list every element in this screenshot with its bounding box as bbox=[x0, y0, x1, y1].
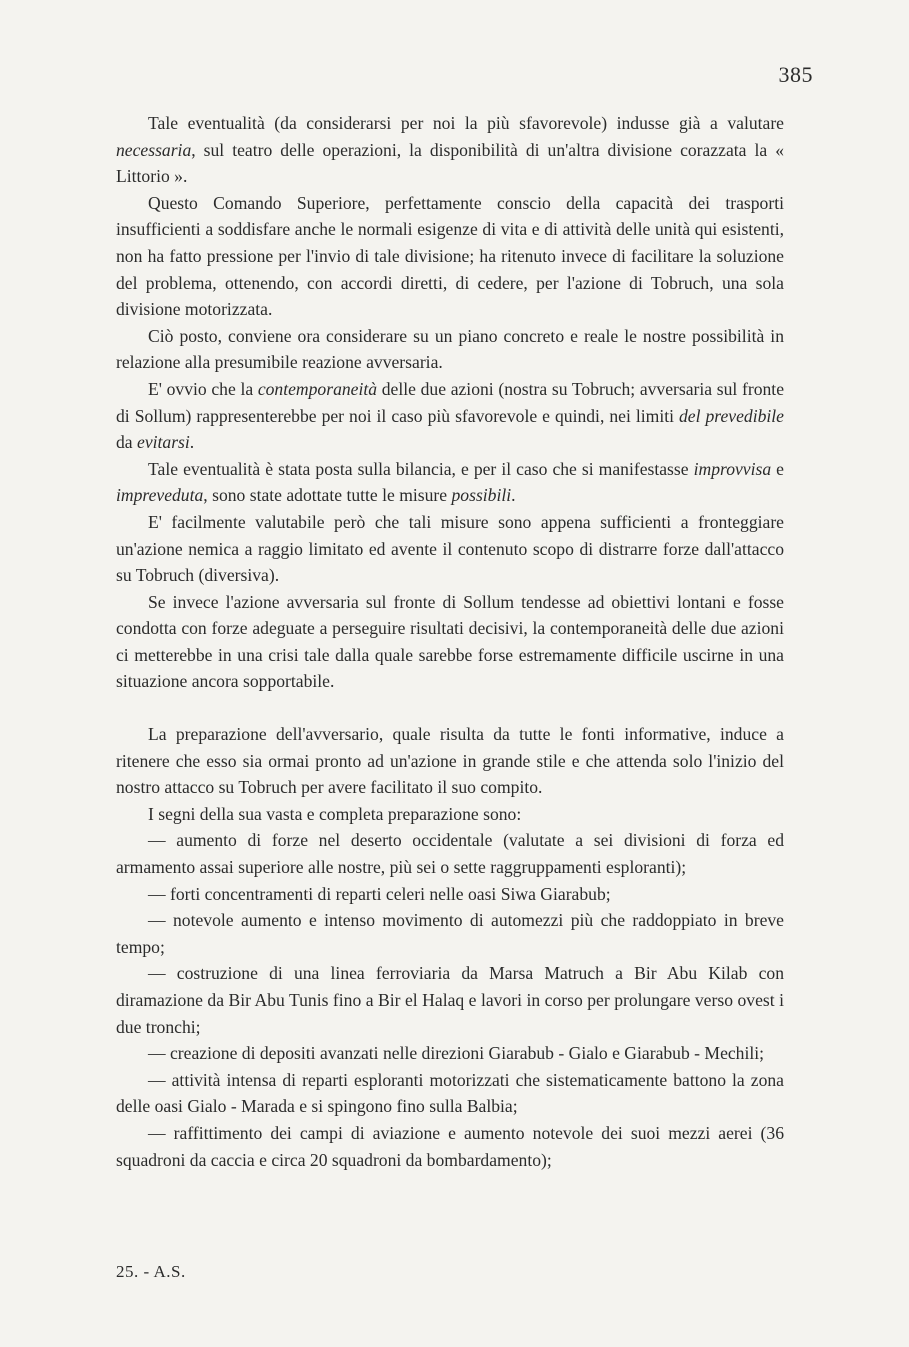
paragraph bbox=[116, 1120, 784, 1173]
text-run: — forti concentramenti di reparti celeri nelle oasi Siwa Giarabub; bbox=[148, 883, 611, 904]
text-run: — notevole aumento e intenso movimento di automezzi più che raddoppiato in breve tempo; bbox=[116, 910, 784, 957]
text-run: E' facilmente valutabile però che tali misure sono appena sufficienti a fronteggiare un'azione nemica a raggio limitato ed avente il contenuto scopo di distrarre forze dall'attacco su Tobruch (diversiva). bbox=[116, 511, 784, 586]
text-run: , sono state adottate tutte le misure bbox=[203, 485, 452, 506]
paragraph bbox=[116, 376, 784, 456]
paragraph bbox=[116, 456, 784, 509]
signature-mark: 25. - A.S. bbox=[116, 1262, 186, 1281]
paragraph bbox=[116, 721, 784, 801]
text-run: . bbox=[511, 485, 516, 506]
text-run: delle due azioni (nostra su Tobruch; avversaria sul fronte di Sollum) rappresenterebbe per noi il caso più sfavorevole e quindi, nei limiti bbox=[116, 378, 785, 426]
italic-text: improvvisa bbox=[693, 458, 772, 479]
paragraph bbox=[116, 509, 784, 589]
italic-text: possibili bbox=[451, 485, 512, 506]
page-number: 385 bbox=[778, 62, 813, 87]
text-run: E' ovvio che la bbox=[148, 378, 258, 399]
text-run: Ciò posto, conviene ora considerare su un piano concreto e reale le nostre possibilità in relazione alla presumibile reazione avversaria. bbox=[116, 325, 784, 373]
text-run: Questo Comando Superiore, perfettamente conscio della capacità dei trasporti insufficienti a soddisfare anche le normali esigenze di vita e di attività delle unità qui esistenti, non ha fatto pressione per l'invio di tale divisione; ha ritenuto invece di facilitare la soluzione del problema, ottenendo, con accordi diretti, di cedere, per l'azione di Tobruch, una sola divisione motorizzata. bbox=[116, 192, 784, 320]
text-run: da bbox=[116, 432, 138, 453]
italic-text: contemporaneità bbox=[257, 378, 378, 399]
italic-text: necessaria bbox=[116, 139, 192, 160]
text-run: Se invece l'azione avversaria sul fronte di Sollum tendesse ad obiettivi lontani e fosse condotta con forze adeguate a perseguire risultati decisivi, la contemporaneità delle due azioni ci metterebbe in una crisi tale dalla quale sarebbe forse estremamente difficile uscirne in una situazione ancora sopportabile. bbox=[116, 591, 784, 692]
paragraph bbox=[116, 323, 784, 376]
text-run: — aumento di forze nel deserto occidentale (valutate a sei divisioni di forza ed armamento assai superiore alle nostre, più sei o sette raggruppamenti esploranti); bbox=[116, 830, 784, 878]
text-run: — creazione di depositi avanzati nelle direzioni Giarabub - Gialo e Giarabub - Mechili; bbox=[148, 1043, 765, 1064]
italic-text: evitarsi bbox=[137, 432, 190, 453]
text-run: Tale eventualità è stata posta sulla bilancia, e per il caso che si manifestasse bbox=[148, 458, 694, 479]
italic-text: del prevedibile bbox=[679, 405, 784, 426]
text-run: — raffittimento dei campi di aviazione e aumento notevole dei suoi mezzi aerei (36 squadroni da caccia e circa 20 squadroni da bombardamento); bbox=[116, 1122, 784, 1170]
paragraph bbox=[116, 1067, 784, 1120]
body-text bbox=[116, 110, 784, 1173]
text-run: — costruzione di una linea ferroviaria da Marsa Matruch a Bir Abu Kilab con diramazione da Bir Abu Tunis fino a Bir el Halaq e lavori in corso per prolungare verso ovest i due tronchi; bbox=[116, 963, 784, 1037]
paragraph bbox=[116, 907, 784, 960]
text-run: — attività intensa di reparti esploranti motorizzati che sistematicamente battono la zona delle oasi Gialo - Marada e si spingono fino sulla Balbia; bbox=[116, 1069, 784, 1117]
italic-text: impreveduta bbox=[116, 485, 204, 506]
paragraph bbox=[116, 589, 784, 695]
paragraph bbox=[116, 827, 784, 880]
text-run: e bbox=[771, 458, 784, 479]
paragraph bbox=[116, 960, 784, 1040]
text-run: I segni della sua vasta e completa preparazione sono: bbox=[148, 803, 522, 824]
paragraph bbox=[116, 881, 784, 908]
text-run: , sul teatro delle operazioni, la disponibilità di un'altra divisione corazzata la « Littorio ». bbox=[116, 139, 784, 187]
paragraph bbox=[116, 801, 784, 828]
paragraph bbox=[116, 190, 784, 323]
text-run: . bbox=[189, 432, 195, 453]
text-run: Tale eventualità (da considerarsi per noi la più sfavorevole) indusse già a valutare bbox=[148, 113, 784, 133]
text-run: La preparazione dell'avversario, quale risulta da tutte le fonti informative, induce a ritenere che esso sia ormai pronto ad un'azione in grande stile e che attenda solo l'inizio del nostro attacco su Tobruch per avere facilitato il suo compito. bbox=[116, 724, 784, 798]
paragraph bbox=[116, 110, 784, 190]
paragraph bbox=[116, 1040, 784, 1067]
